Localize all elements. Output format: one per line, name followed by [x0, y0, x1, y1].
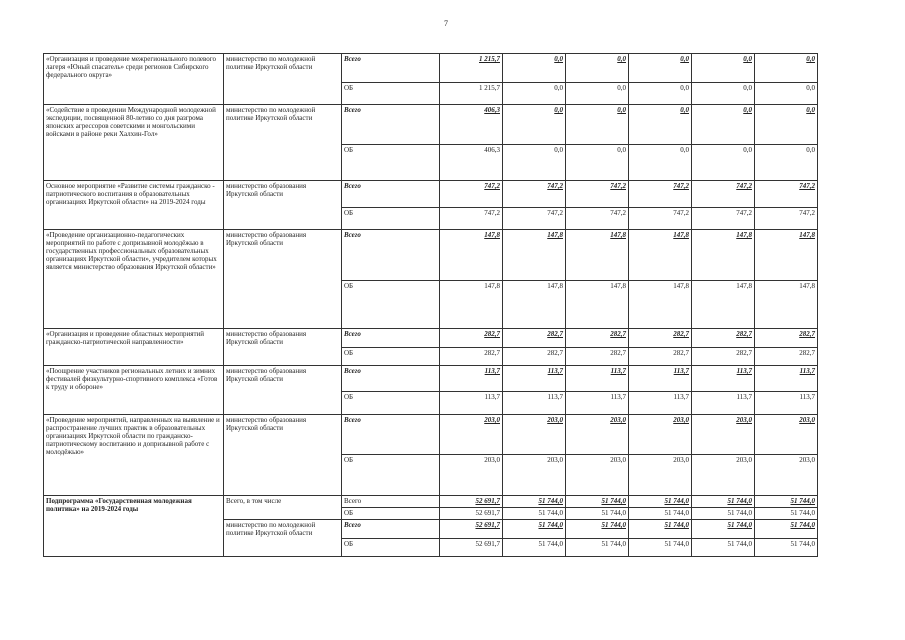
value-cell: 51 744,0	[629, 539, 692, 557]
value-cell: 51 744,0	[692, 496, 755, 508]
activity-name: «Содействие в проведении Международной молодежной экспедиции, посвященной 80-летию со дня разгрома японских агрессоров советскими и монгольскими войсками в районе реки Халхин-Гол»	[44, 105, 224, 181]
value-cell: 282,7	[440, 348, 503, 366]
value-cell: 147,8	[503, 281, 566, 329]
value-cell: 203,0	[755, 455, 818, 496]
funding-type-ob: ОБ	[342, 508, 440, 520]
table-row	[44, 230, 818, 281]
funding-type-ob: ОБ	[342, 281, 440, 329]
funding-type-total: Всего	[342, 230, 440, 281]
value-cell: 0,0	[503, 145, 566, 181]
value-cell: 0,0	[755, 145, 818, 181]
value-cell: 51 744,0	[755, 496, 818, 508]
value-cell: 147,8	[629, 281, 692, 329]
value-cell: 203,0	[503, 415, 566, 455]
value-cell: 52 691,7	[440, 508, 503, 520]
value-cell: 147,8	[566, 281, 629, 329]
activity-name: Основное мероприятие «Развитие системы гражданско - патриотического воспитания в образовательных организациях Иркутской области» на 2019-2024 годы	[44, 181, 224, 230]
value-cell: 51 744,0	[755, 520, 818, 539]
value-cell: 0,0	[755, 54, 818, 83]
funding-type-total: Всего	[342, 496, 440, 508]
value-cell: 52 691,7	[440, 539, 503, 557]
funding-type-ob: ОБ	[342, 539, 440, 557]
value-cell: 0,0	[629, 54, 692, 83]
value-cell: 113,7	[755, 366, 818, 392]
funding-type-total: Всего	[342, 415, 440, 455]
value-cell: 0,0	[503, 54, 566, 83]
value-cell: 747,2	[755, 208, 818, 230]
value-cell: 52 691,7	[440, 520, 503, 539]
table-row	[44, 496, 818, 508]
value-cell: 147,8	[566, 230, 629, 281]
funding-type-ob: ОБ	[342, 392, 440, 415]
value-cell: 0,0	[629, 83, 692, 105]
funding-type-ob: ОБ	[342, 455, 440, 496]
activity-name: «Проведение организационно-педагогических мероприятий по работе с допризывной молодёжью в государственных профессиональных образовательных организациях Иркутской области», учредителем которых является министерство образования Иркутской области»	[44, 230, 224, 329]
value-cell: 0,0	[503, 105, 566, 145]
value-cell: 0,0	[566, 145, 629, 181]
responsible-executor: министерство по молодежной политике Иркутской области	[224, 105, 342, 181]
value-cell: 203,0	[692, 455, 755, 496]
responsible-executor: министерство по молодежной политике Иркутской области	[224, 54, 342, 105]
value-cell: 0,0	[566, 105, 629, 145]
value-cell: 747,2	[629, 181, 692, 208]
value-cell: 147,8	[755, 281, 818, 329]
value-cell: 51 744,0	[692, 520, 755, 539]
value-cell: 51 744,0	[503, 539, 566, 557]
activity-name: «Организация и проведение межрегионального полевого лагеря «Юный спасатель» среди регионов Сибирского федерального округа»	[44, 54, 224, 105]
table-row	[44, 181, 818, 208]
value-cell: 147,8	[440, 230, 503, 281]
table-row	[44, 366, 818, 392]
funding-type-ob: ОБ	[342, 208, 440, 230]
value-cell: 147,8	[629, 230, 692, 281]
value-cell: 282,7	[692, 329, 755, 348]
value-cell: 51 744,0	[503, 496, 566, 508]
value-cell: 52 691,7	[440, 496, 503, 508]
value-cell: 0,0	[566, 54, 629, 83]
funding-type-total: Всего	[342, 105, 440, 145]
value-cell: 113,7	[629, 392, 692, 415]
value-cell: 282,7	[692, 348, 755, 366]
value-cell: 747,2	[755, 181, 818, 208]
value-cell: 282,7	[629, 329, 692, 348]
value-cell: 113,7	[440, 392, 503, 415]
value-cell: 51 744,0	[755, 508, 818, 520]
value-cell: 51 744,0	[503, 508, 566, 520]
value-cell: 203,0	[629, 455, 692, 496]
value-cell: 147,8	[692, 281, 755, 329]
value-cell: 747,2	[440, 181, 503, 208]
value-cell: 0,0	[692, 145, 755, 181]
value-cell: 747,2	[692, 181, 755, 208]
value-cell: 51 744,0	[566, 520, 629, 539]
value-cell: 747,2	[503, 181, 566, 208]
table-row	[44, 329, 818, 348]
value-cell: 1 215,7	[440, 83, 503, 105]
page-number: 7	[444, 19, 448, 28]
value-cell: 282,7	[566, 348, 629, 366]
value-cell: 113,7	[503, 392, 566, 415]
funding-type-ob: ОБ	[342, 145, 440, 181]
value-cell: 51 744,0	[503, 520, 566, 539]
responsible-executor: министерство образования Иркутской области	[224, 230, 342, 329]
value-cell: 747,2	[566, 181, 629, 208]
value-cell: 203,0	[629, 415, 692, 455]
value-cell: 0,0	[503, 83, 566, 105]
value-cell: 282,7	[629, 348, 692, 366]
value-cell: 51 744,0	[629, 496, 692, 508]
value-cell: 0,0	[755, 83, 818, 105]
value-cell: 51 744,0	[566, 496, 629, 508]
funding-type-ob: ОБ	[342, 348, 440, 366]
value-cell: 51 744,0	[629, 508, 692, 520]
funding-type-ob: ОБ	[342, 83, 440, 105]
value-cell: 113,7	[503, 366, 566, 392]
value-cell: 406,3	[440, 105, 503, 145]
value-cell: 203,0	[692, 415, 755, 455]
value-cell: 747,2	[629, 208, 692, 230]
value-cell: 113,7	[692, 392, 755, 415]
value-cell: 0,0	[692, 54, 755, 83]
value-cell: 406,3	[440, 145, 503, 181]
table-row	[44, 415, 818, 455]
value-cell: 147,8	[755, 230, 818, 281]
value-cell: 113,7	[440, 366, 503, 392]
funding-type-total: Всего	[342, 181, 440, 208]
value-cell: 747,2	[692, 208, 755, 230]
activity-name: «Поощрение участников региональных летних и зимних фестивалей физкультурно-спортивного комплекса «Готов к труду и обороне»	[44, 366, 224, 415]
table-row	[44, 105, 818, 145]
value-cell: 51 744,0	[755, 539, 818, 557]
value-cell: 282,7	[755, 348, 818, 366]
value-cell: 147,8	[503, 230, 566, 281]
table-row	[44, 54, 818, 83]
responsible-executor: министерство образования Иркутской области	[224, 329, 342, 366]
responsible-executor: министерство образования Иркутской области	[224, 181, 342, 230]
value-cell: 113,7	[629, 366, 692, 392]
value-cell: 203,0	[440, 415, 503, 455]
budget-table	[43, 53, 818, 557]
value-cell: 51 744,0	[566, 539, 629, 557]
value-cell: 147,8	[692, 230, 755, 281]
value-cell: 0,0	[629, 145, 692, 181]
value-cell: 113,7	[692, 366, 755, 392]
funding-type-total: Всего	[342, 54, 440, 83]
value-cell: 1 215,7	[440, 54, 503, 83]
value-cell: 282,7	[503, 348, 566, 366]
value-cell: 0,0	[692, 105, 755, 145]
value-cell: 203,0	[755, 415, 818, 455]
value-cell: 203,0	[503, 455, 566, 496]
value-cell: 51 744,0	[692, 539, 755, 557]
value-cell: 51 744,0	[566, 508, 629, 520]
value-cell: 747,2	[566, 208, 629, 230]
subprogram-name: Подпрограмма «Государственная молодежная политика» на 2019-2024 годы	[44, 496, 224, 557]
value-cell: 0,0	[755, 105, 818, 145]
value-cell: 0,0	[692, 83, 755, 105]
funding-type-total: Всего	[342, 329, 440, 348]
value-cell: 0,0	[629, 105, 692, 145]
value-cell: 203,0	[566, 415, 629, 455]
value-cell: 282,7	[755, 329, 818, 348]
value-cell: 282,7	[503, 329, 566, 348]
value-cell: 282,7	[566, 329, 629, 348]
activity-name: «Проведение мероприятий, направленных на выявление и распространение лучших практик в образовательных организациях Иркутской области по гражданско-патриотическому воспитанию и допризывной работе с молодёжью»	[44, 415, 224, 496]
activity-name: «Организация и проведение областных мероприятий гражданско-патриотической направленности»	[44, 329, 224, 366]
responsible-executor: министерство образования Иркутской области	[224, 415, 342, 496]
value-cell: 147,8	[440, 281, 503, 329]
value-cell: 0,0	[566, 83, 629, 105]
value-cell: 747,2	[440, 208, 503, 230]
responsible-executor: министерство по молодежной политике Иркутской области	[224, 520, 342, 557]
value-cell: 113,7	[566, 392, 629, 415]
value-cell: 113,7	[755, 392, 818, 415]
value-cell: 282,7	[440, 329, 503, 348]
responsible-executor: министерство образования Иркутской области	[224, 366, 342, 415]
responsible-executor: Всего, в том числе	[224, 496, 342, 520]
funding-type-total: Всего	[342, 520, 440, 539]
value-cell: 113,7	[566, 366, 629, 392]
value-cell: 747,2	[503, 208, 566, 230]
value-cell: 203,0	[566, 455, 629, 496]
funding-type-total: Всего	[342, 366, 440, 392]
value-cell: 51 744,0	[629, 520, 692, 539]
value-cell: 51 744,0	[692, 508, 755, 520]
value-cell: 203,0	[440, 455, 503, 496]
